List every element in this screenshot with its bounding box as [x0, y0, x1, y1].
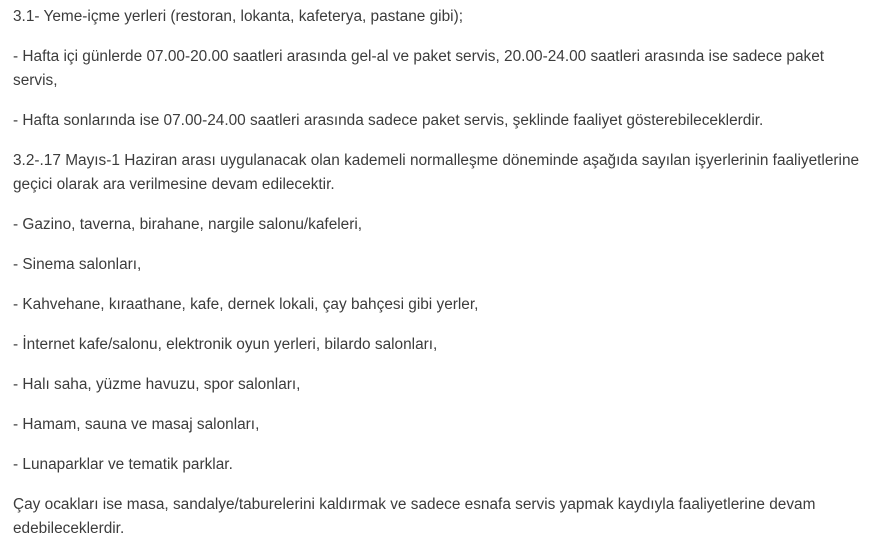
section-3-2-heading: 3.2-.17 Mayıs-1 Haziran arası uygulanacak olan kademeli normalleşme döneminde aşağıda sayılan işyerlerinin faaliyetlerine geçici olarak ara verilmesine devam edilecektir.: [13, 152, 860, 193]
weekday-rule-item: - Hafta içi günlerde 07.00-20.00 saatleri arasında gel-al ve paket servis, 20.00-24.00 saatleri arasında ise sadece paket servis,: [13, 48, 825, 89]
tea-house-note: Çay ocakları ise masa, sandalye/taburelerini kaldırmak ve sadece esnafa servis yapmak kaydıyla faaliyetlerine devam edebileceklerdir.: [13, 496, 816, 537]
closed-business-item: - Sinema salonları,: [13, 256, 142, 273]
closed-business-item: - Lunaparklar ve tematik parklar.: [13, 456, 233, 473]
closed-business-item: - Gazino, taverna, birahane, nargile salonu/kafeleri,: [13, 216, 363, 233]
closed-business-item: - Halı saha, yüzme havuzu, spor salonları,: [13, 376, 301, 393]
closed-business-item: - Kahvehane, kıraathane, kafe, dernek lokali, çay bahçesi gibi yerler,: [13, 296, 479, 313]
section-3-1-heading: 3.1- Yeme-içme yerleri (restoran, lokanta, kafeterya, pastane gibi);: [13, 8, 463, 25]
article-body: [13, 5, 863, 541]
closed-business-item: - İnternet kafe/salonu, elektronik oyun yerleri, bilardo salonları,: [13, 336, 438, 353]
closed-business-item: - Hamam, sauna ve masaj salonları,: [13, 416, 260, 433]
weekend-rule-item: - Hafta sonlarında ise 07.00-24.00 saatleri arasında sadece paket servis, şeklinde faaliyet gösterebileceklerdir.: [13, 112, 764, 129]
